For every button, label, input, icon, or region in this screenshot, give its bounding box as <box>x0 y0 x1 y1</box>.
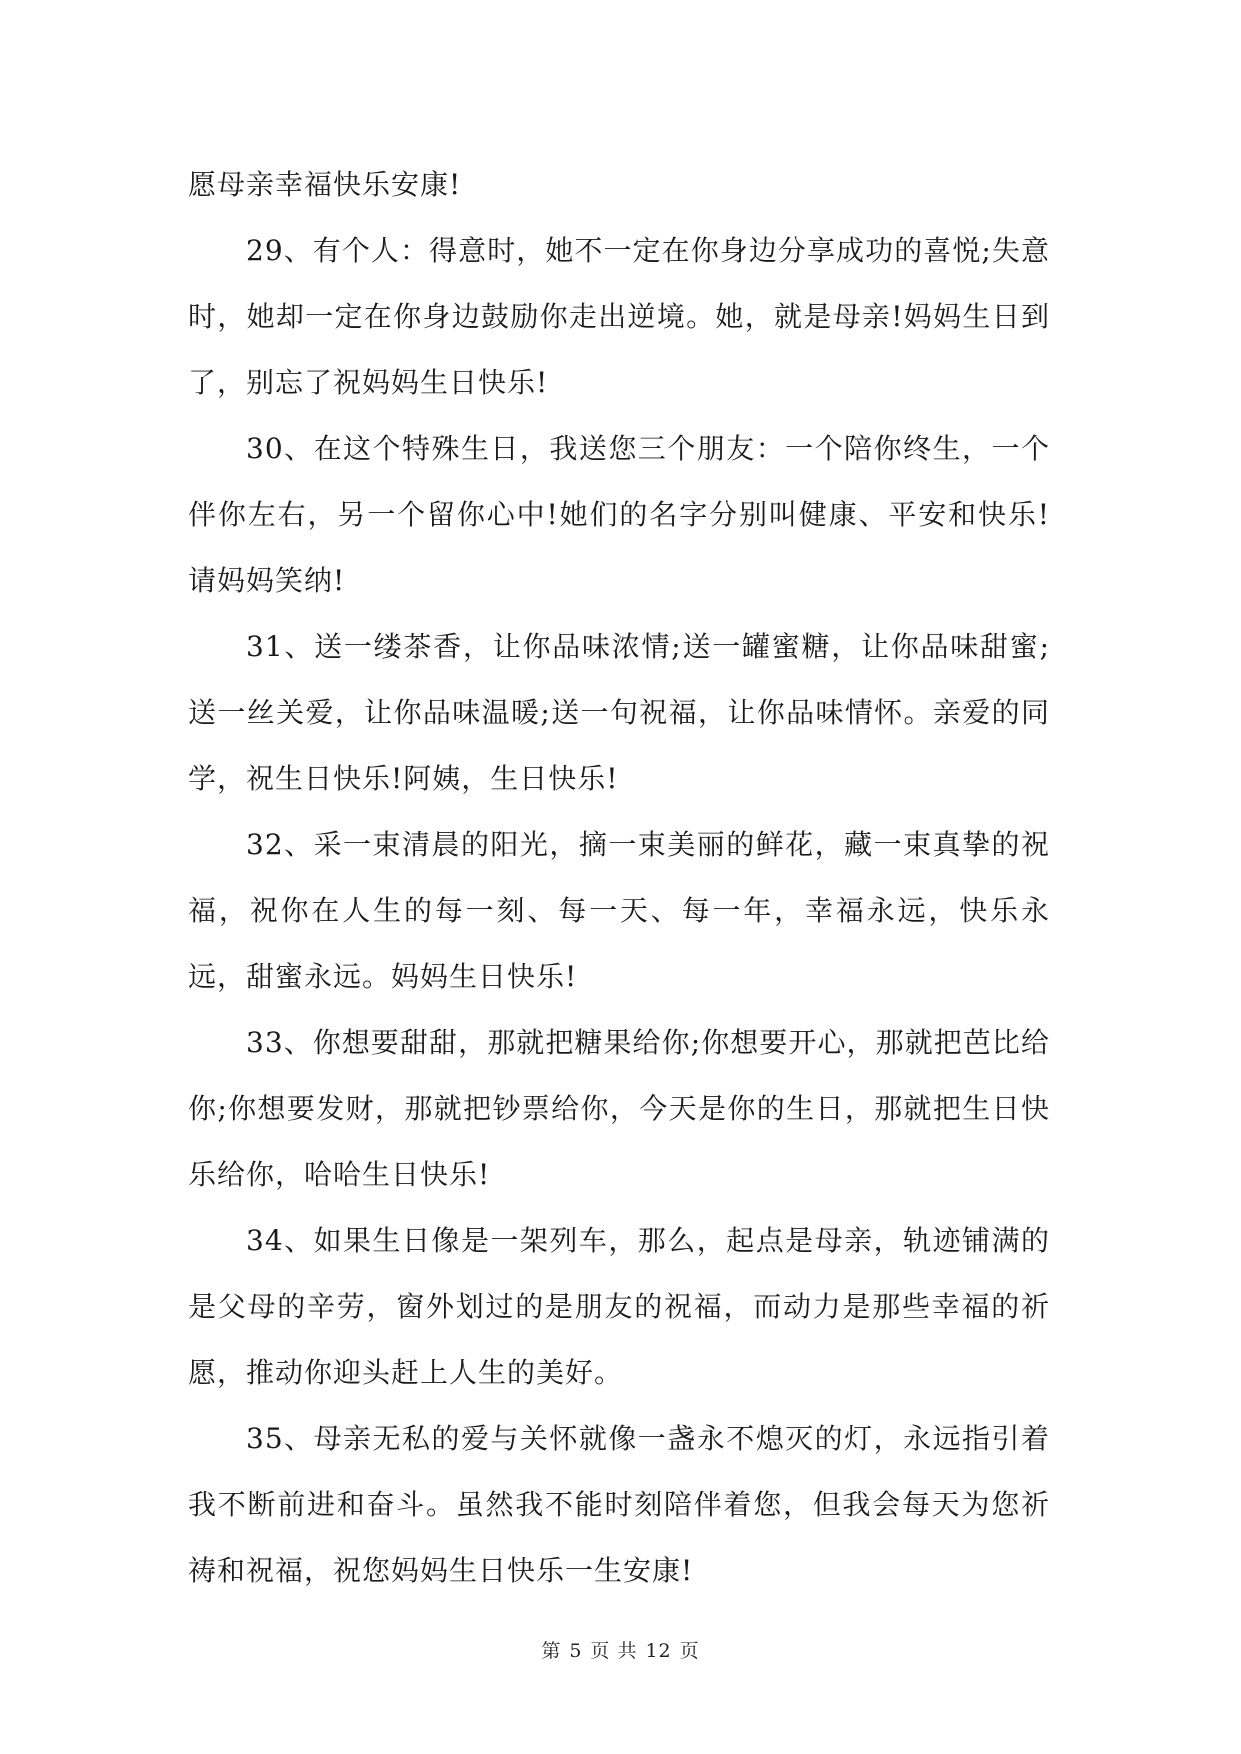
footer-mid: 页 共 <box>590 1640 638 1662</box>
footer-prefix: 第 <box>541 1640 562 1662</box>
footer-total-pages: 12 <box>645 1640 672 1662</box>
paragraph-29: 29、有个人：得意时，她不一定在你身边分享成功的喜悦;失意时，她却一定在你身边鼓励你走出逆境。她，就是母亲!妈妈生日到了，别忘了祝妈妈生日快乐! <box>188 234 1050 399</box>
paragraph-35: 35、母亲无私的爱与关怀就像一盏永不熄灭的灯，永远指引着我不断前进和奋斗。虽然我不能时刻陪伴着您，但我会每天为您祈祷和祝福，祝您妈妈生日快乐一生安康! <box>188 1422 1050 1587</box>
body-text <box>188 152 1050 1604</box>
paragraph-33: 33、你想要甜甜，那就把糖果给你;你想要开心，那就把芭比给你;你想要发财，那就把钞票给你，今天是你的生日，那就把生日快乐给你，哈哈生日快乐! <box>188 1026 1050 1191</box>
page-footer <box>0 1636 1241 1663</box>
footer-suffix: 页 <box>679 1640 700 1662</box>
paragraph-continuation: 愿母亲幸福快乐安康! <box>188 168 462 201</box>
paragraph-32: 32、采一束清晨的阳光，摘一束美丽的鲜花，藏一束真挚的祝福，祝你在人生的每一刻、每一天、每一年，幸福永远，快乐永远，甜蜜永远。妈妈生日快乐! <box>188 828 1050 993</box>
footer-page-number: 5 <box>569 1640 583 1662</box>
paragraph-34: 34、如果生日像是一架列车，那么，起点是母亲，轨迹铺满的是父母的辛劳，窗外划过的是朋友的祝福，而动力是那些幸福的祈愿，推动你迎头赶上人生的美好。 <box>188 1224 1050 1389</box>
paragraph-31: 31、送一缕茶香，让你品味浓情;送一罐蜜糖，让你品味甜蜜;送一丝关爱，让你品味温暖;送一句祝福，让你品味情怀。亲爱的同学，祝生日快乐!阿姨，生日快乐! <box>188 630 1050 795</box>
paragraph-30: 30、在这个特殊生日，我送您三个朋友：一个陪你终生，一个伴你左右，另一个留你心中!她们的名字分别叫健康、平安和快乐!请妈妈笑纳! <box>188 432 1050 597</box>
